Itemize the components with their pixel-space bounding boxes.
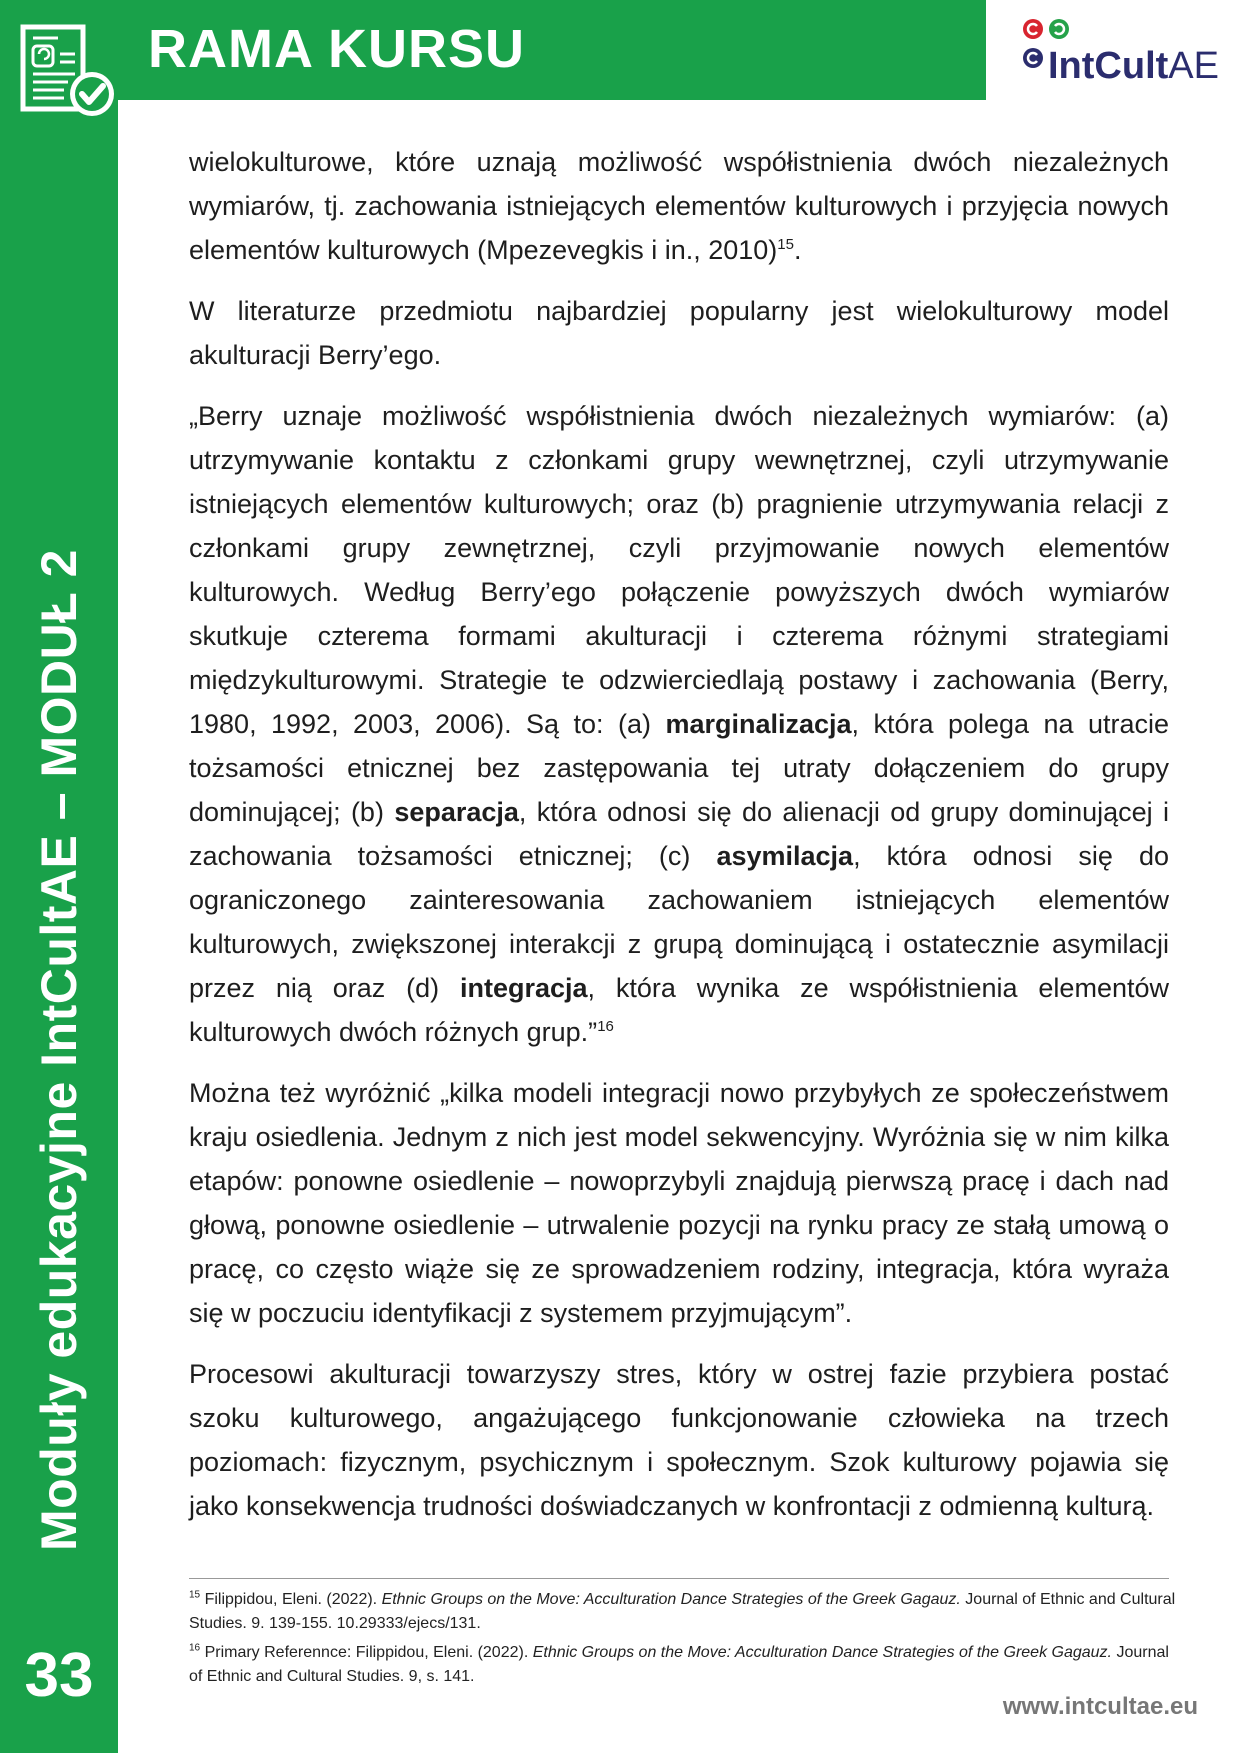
- footnote-15: $^{15}$ Filippidou, Eleni. (2022). Ethnic Groups on the Move: Acculturation Dance Strategies of the Greek Gagauz. Journal of Ethnic and Cultural Studies. 9. 139-155. 10.29333/ejecs/131.: [189, 1589, 1176, 1632]
- term-integracja: integracja: [459, 973, 588, 1003]
- page-title: RAMA KURSU: [148, 19, 525, 79]
- body-text: [189, 140, 1169, 1545]
- footnotes: [189, 1588, 1179, 1694]
- paragraph-1: wielokulturowe, które uznają możliwość współistnienia dwóch niezależnych wymiarów, tj. zachowania istniejących elementów kulturowych i przyjęcia nowych elementów kulturowych (Mpezevegkis i in., 2010)$^{15}$.: [189, 147, 1169, 265]
- footnote-16: $^{16}$ Primary Referennce: Filippidou, Eleni. (2022). Ethnic Groups on the Move: Acculturation Dance Strategies of the Greek Gagauz. Journal of Ethnic and Cultural Studies. 9, s. 141.: [189, 1642, 1169, 1685]
- logo-wordmark: IntCultAE: [1048, 45, 1219, 87]
- footnote-divider: [189, 1578, 1169, 1579]
- paragraph-3-quote: „Berry uznaje możliwość współistnienia dwóch niezależnych wymiarów: (a) utrzymywanie kontaktu z członkami grupy wewnętrznej, czyli utrzymywanie istniejących elementów kulturowych; oraz (b) pragnienie utrzymywania relacji z członkami grupy zewnętrznej, czyli przyjmowanie nowych elementów kulturowych. Według Berry’ego połączenie powyższych dwóch wymiarów skutkuje czterema formami akulturacji i czterema różnymi strategiami międzykulturowymi. Strategie te odzwierciedlają postawy i zachowania (Berry, 1980, 1992, 2003, 2006). Są to: (a) marginalizacja, która polega na utracie tożsamości etnicznej bez zastępowania tej utraty dołączeniem do grupy dominującej; (b) separacja, która odnosi się do alienacji od grupy dominującej i zachowania tożsamości etnicznej; (c) asymilacja, która odnosi się do ograniczonego zainteresowania zachowaniem istniejących elementów kulturowych, zwiększonej interakcji z grupą dominującą i ostatecznie asymilacji przez nią oraz (d) integracja, która wynika ze współistnienia elementów kulturowych dwóch różnych grup.”$^{16}$: [189, 401, 1169, 1047]
- document-check-icon: [20, 24, 120, 134]
- paragraph-2: W literaturze przedmiotu najbardziej popularny jest wielokulturowy model akulturacji Berry’ego.: [189, 296, 1169, 370]
- footnote-ref-15[interactable]: 15: [777, 236, 794, 253]
- page-number: 33: [24, 1641, 94, 1710]
- paragraph-4: Można też wyróżnić „kilka modeli integracji nowo przybyłych ze społeczeństwem kraju osiedlenia. Jednym z nich jest model sekwencyjny. Wyróżnia się w nim kilka etapów: ponowne osiedlenie – nowoprzybyli znajdują pierwszą pracę i dach nad głową, ponowne osiedlenie – utrwalenie pozycji na rynku pracy ze stałą umową o pracę, co często wiąże się ze sprowadzeniem rodziny, integracja, która wyraża się w poczuciu identyfikacji z systemem przyjmującym”.: [189, 1078, 1169, 1328]
- term-marginalizacja: marginalizacja: [665, 709, 852, 739]
- website-link[interactable]: www.intcultae.eu: [1002, 1693, 1198, 1720]
- term-asymilacja: asymilacja: [716, 841, 854, 871]
- footnote-ref-16[interactable]: 16: [597, 1018, 614, 1035]
- vertical-module-title: Moduły edukacyjne IntCultAE – MODUŁ 2: [31, 549, 87, 1551]
- paragraph-5: Procesowi akulturacji towarzyszy stres, który w ostrej fazie przybiera postać szoku kulturowego, angażującego funkcjonowanie człowieka na trzech poziomach: fizycznym, psychicznym i społecznym. Szok kulturowy pojawia się jako konsekwencja trudności doświadczanych w konfrontacji z odmienną kulturą.: [189, 1359, 1169, 1521]
- term-separacja: separacja: [394, 797, 519, 827]
